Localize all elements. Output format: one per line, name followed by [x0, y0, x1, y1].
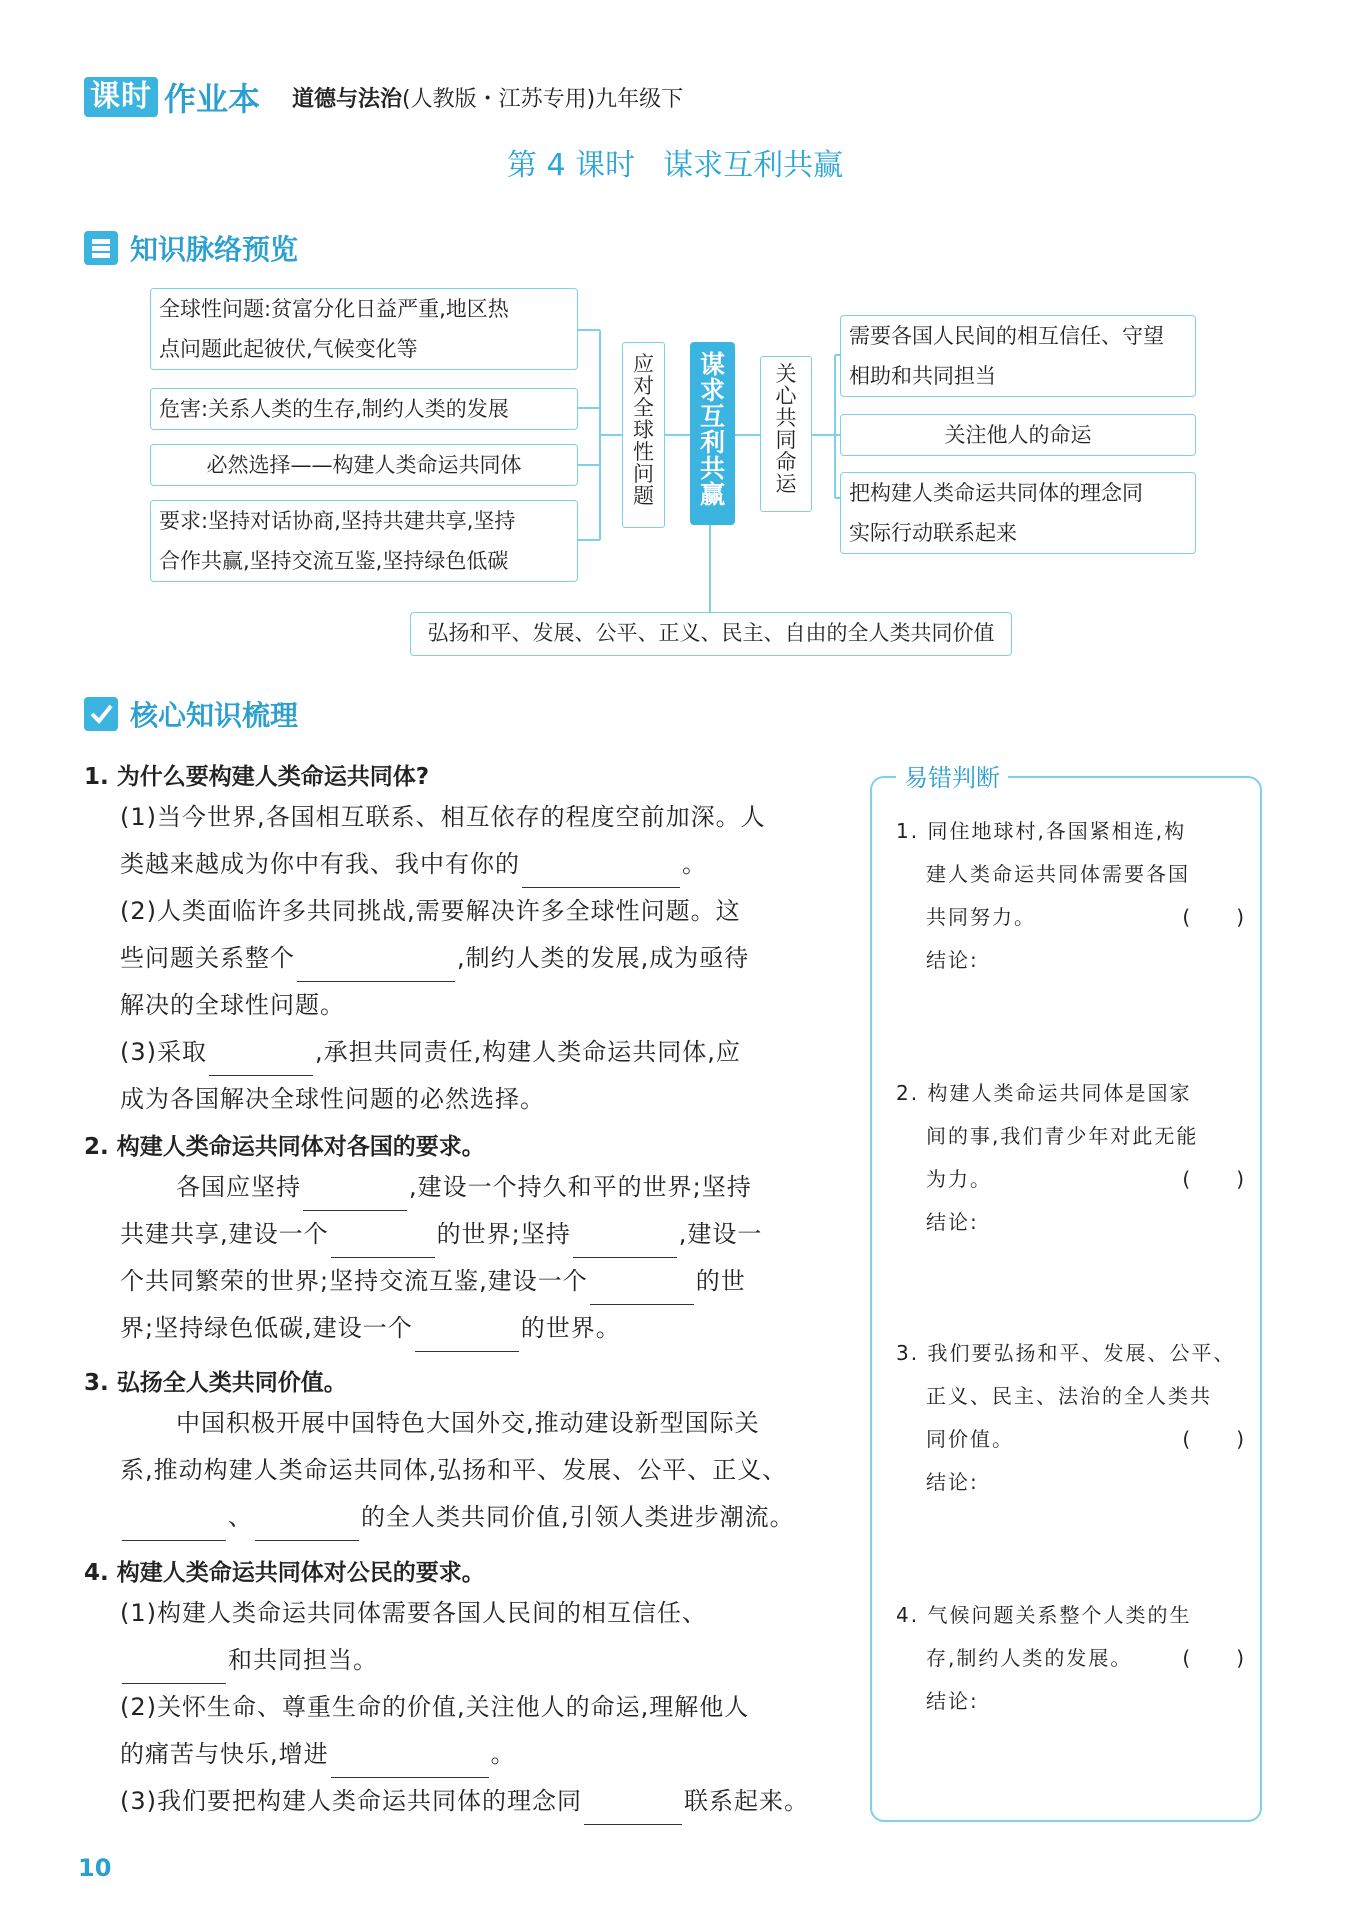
text-segment: 个共同繁荣的世界;坚持交流互鉴,建设一个	[120, 1267, 588, 1295]
logo-text: 作业本	[164, 80, 261, 118]
fill-blank[interactable]	[331, 1753, 489, 1778]
text-segment: 。	[682, 850, 707, 878]
judgement-item-1	[896, 810, 1246, 982]
question-4-body	[120, 1590, 860, 1825]
item-line	[896, 1158, 1246, 1201]
conclusion-label: 结论:	[926, 1689, 979, 1713]
text-segment: 些问题关系整个	[120, 944, 295, 972]
question-2-body	[120, 1164, 860, 1352]
answer-paren[interactable]: ( )	[1182, 905, 1246, 929]
item-text: 共同努力。	[926, 905, 1036, 929]
text-line: 系,推动构建人类命运共同体,弘扬和平、发展、公平、正义、	[120, 1456, 788, 1484]
mindmap-text: 必然选择——构建人类命运共同体	[206, 453, 522, 477]
judgement-item-3	[896, 1332, 1246, 1504]
text-line	[120, 1211, 860, 1258]
text-line	[120, 1258, 860, 1305]
conclusion-label: 结论:	[926, 1210, 979, 1234]
text-segment: 、	[228, 1503, 253, 1531]
question-1-body	[120, 794, 840, 1123]
item-text: 为力。	[926, 1167, 992, 1191]
branch-right-text: 关 心 共 同 命 运	[775, 362, 797, 496]
page-number: 10	[78, 1854, 112, 1882]
panel-title: 易错判断	[896, 758, 1008, 793]
text-segment: 和共同担当。	[228, 1646, 378, 1674]
mindmap-text: 关注他人的命运	[944, 423, 1092, 447]
item-line	[896, 896, 1246, 939]
fill-blank[interactable]	[303, 1186, 407, 1211]
conclusion-label: 结论:	[926, 1470, 979, 1494]
answer-paren[interactable]: ( )	[1182, 1427, 1246, 1451]
question-3-body	[120, 1400, 860, 1541]
item-line	[896, 1418, 1246, 1461]
text-segment: 的世界;坚持	[436, 1220, 571, 1248]
mindmap-text: 合作共赢,坚持交流互鉴,坚持绿色低碳	[159, 549, 509, 573]
mindmap-text: 实际行动联系起来	[849, 521, 1017, 545]
text-line	[120, 1164, 860, 1211]
mindmap-choice	[150, 444, 578, 486]
text-line: (2)关怀生命、尊重生命的价值,关注他人的命运,理解他人	[120, 1693, 750, 1721]
item-line: 建人类命运共同体需要各国	[926, 862, 1190, 886]
checkbox-icon	[84, 697, 118, 731]
item-line: 间的事,我们青少年对此无能	[926, 1124, 1199, 1148]
text-segment: ,建设一	[678, 1220, 763, 1248]
fill-blank[interactable]	[331, 1233, 435, 1258]
item-line: 2. 构建人类命运共同体是国家	[896, 1081, 1192, 1105]
question-2-title: 2. 构建人类命运共同体对各国的要求。	[84, 1134, 485, 1160]
mindmap-text: 弘扬和平、发展、公平、正义、民主、自由的全人类共同价值	[427, 621, 995, 645]
text-line	[120, 841, 840, 888]
text-segment: ,建设一个持久和平的世界;坚持	[409, 1173, 752, 1201]
fill-blank[interactable]	[209, 1051, 313, 1076]
fill-blank[interactable]	[415, 1327, 519, 1352]
text-line	[120, 1029, 840, 1076]
text-segment: 类越来越成为你中有我、我中有你的	[120, 850, 520, 878]
fill-blank[interactable]	[573, 1233, 677, 1258]
mindmap-text: 需要各国人民间的相互信任、守望	[849, 324, 1164, 348]
mindmap-harm	[150, 388, 578, 430]
mindmap-center	[690, 342, 735, 525]
item-line: 1. 同住地球村,各国紧相连,构	[896, 819, 1187, 843]
question-4-title: 4. 构建人类命运共同体对公民的要求。	[84, 1560, 485, 1586]
section-title: 知识脉络预览	[130, 233, 299, 266]
text-segment: ,承担共同责任,构建人类命运共同体,应	[315, 1038, 741, 1066]
text-line: 解决的全球性问题。	[120, 991, 345, 1019]
text-line	[120, 1778, 860, 1825]
question-1-title: 1. 为什么要构建人类命运共同体?	[84, 764, 430, 790]
question-3-title: 3. 弘扬全人类共同价值。	[84, 1370, 347, 1396]
text-line: 中国积极开展中国特色大国外交,推动建设新型国际关	[176, 1409, 760, 1437]
mindmap-text: 把构建人类命运共同体的理念同	[849, 481, 1143, 505]
text-line: (2)人类面临许多共同挑战,需要解决许多全球性问题。这	[120, 897, 741, 925]
lesson-number: 第 4 课时	[506, 148, 636, 183]
text-line: (1)当今世界,各国相互联系、相互依存的程度空前加深。人	[120, 803, 766, 831]
text-segment: 联系起来。	[684, 1787, 809, 1815]
text-segment: (3)我们要把构建人类命运共同体的理念同	[120, 1787, 582, 1815]
text-line	[120, 935, 840, 982]
text-line: (1)构建人类命运共同体需要各国人民间的相互信任、	[120, 1599, 707, 1627]
mindmap-text: 全球性问题:贫富分化日益严重,地区热	[159, 297, 509, 321]
item-line: 4. 气候问题关系整个人类的生	[896, 1603, 1192, 1627]
text-segment: 。	[490, 1740, 516, 1768]
item-text: 同价值。	[926, 1427, 1014, 1451]
text-segment: 的世界。	[520, 1314, 621, 1342]
mindmap-text: 要求:坚持对话协商,坚持共建共享,坚持	[159, 509, 516, 533]
branch-left-text: 应 对 全 球 性 问 题	[633, 352, 654, 508]
answer-paren[interactable]: ( )	[1182, 1646, 1246, 1670]
text-segment: 共建共享,建设一个	[120, 1220, 329, 1248]
fill-blank[interactable]	[255, 1516, 359, 1541]
mindmap-action	[840, 472, 1196, 554]
item-line: 3. 我们要弘扬和平、发展、公平、	[896, 1341, 1236, 1365]
text-segment: 的世	[695, 1267, 746, 1295]
text-line	[120, 1731, 860, 1778]
judgement-item-4	[896, 1594, 1246, 1723]
mindmap-branch-left	[622, 342, 665, 528]
logo-box: 课时	[84, 77, 158, 117]
conclusion-label: 结论:	[926, 948, 979, 972]
judgement-item-2	[896, 1072, 1246, 1244]
mindmap-requirements	[150, 500, 578, 582]
text-line	[120, 1637, 860, 1684]
mindmap-text: 点问题此起彼伏,气候变化等	[159, 337, 418, 361]
text-segment: 各国应坚持	[176, 1173, 301, 1201]
book-edition: (人教版・江苏专用)九年级下	[402, 87, 684, 112]
mindmap-text: 危害:关系人类的生存,制约人类的发展	[159, 397, 509, 421]
text-segment: (3)采取	[120, 1038, 207, 1066]
text-segment: 界;坚持绿色低碳,建设一个	[120, 1314, 413, 1342]
text-line	[120, 1494, 860, 1541]
fill-blank[interactable]	[122, 1516, 226, 1541]
book-subject: 道德与法治	[292, 87, 403, 112]
mindmap-common-values	[410, 612, 1012, 656]
mindmap-global-issues	[150, 288, 578, 370]
section-title: 核心知识梳理	[130, 699, 299, 732]
lesson-name: 谋求互利共赢	[663, 148, 844, 183]
mindmap-concern	[840, 414, 1196, 456]
item-line: 正义、民主、法治的全人类共	[926, 1384, 1212, 1408]
fill-blank[interactable]	[590, 1280, 694, 1305]
fill-blank[interactable]	[122, 1659, 226, 1684]
text-segment: 的痛苦与快乐,增进	[120, 1740, 329, 1768]
text-segment: 的全人类共同价值,引领人类进步潮流。	[361, 1503, 795, 1531]
fill-blank[interactable]	[522, 863, 680, 888]
text-segment: ,制约人类的发展,成为亟待	[457, 944, 750, 972]
fill-blank[interactable]	[297, 957, 455, 982]
section-head-core	[84, 694, 298, 734]
fill-blank[interactable]	[584, 1800, 682, 1825]
text-line: 成为各国解决全球性问题的必然选择。	[120, 1085, 545, 1113]
answer-paren[interactable]: ( )	[1182, 1167, 1246, 1191]
mindmap-trust	[840, 315, 1196, 397]
mindmap-text: 相助和共同担当	[849, 364, 996, 388]
center-text: 谋 求 互 利 共 赢	[699, 350, 725, 509]
item-line	[896, 1637, 1246, 1680]
text-line	[120, 1305, 860, 1352]
mindmap-branch-right	[760, 356, 812, 512]
item-text: 存,制约人类的发展。	[926, 1646, 1133, 1670]
